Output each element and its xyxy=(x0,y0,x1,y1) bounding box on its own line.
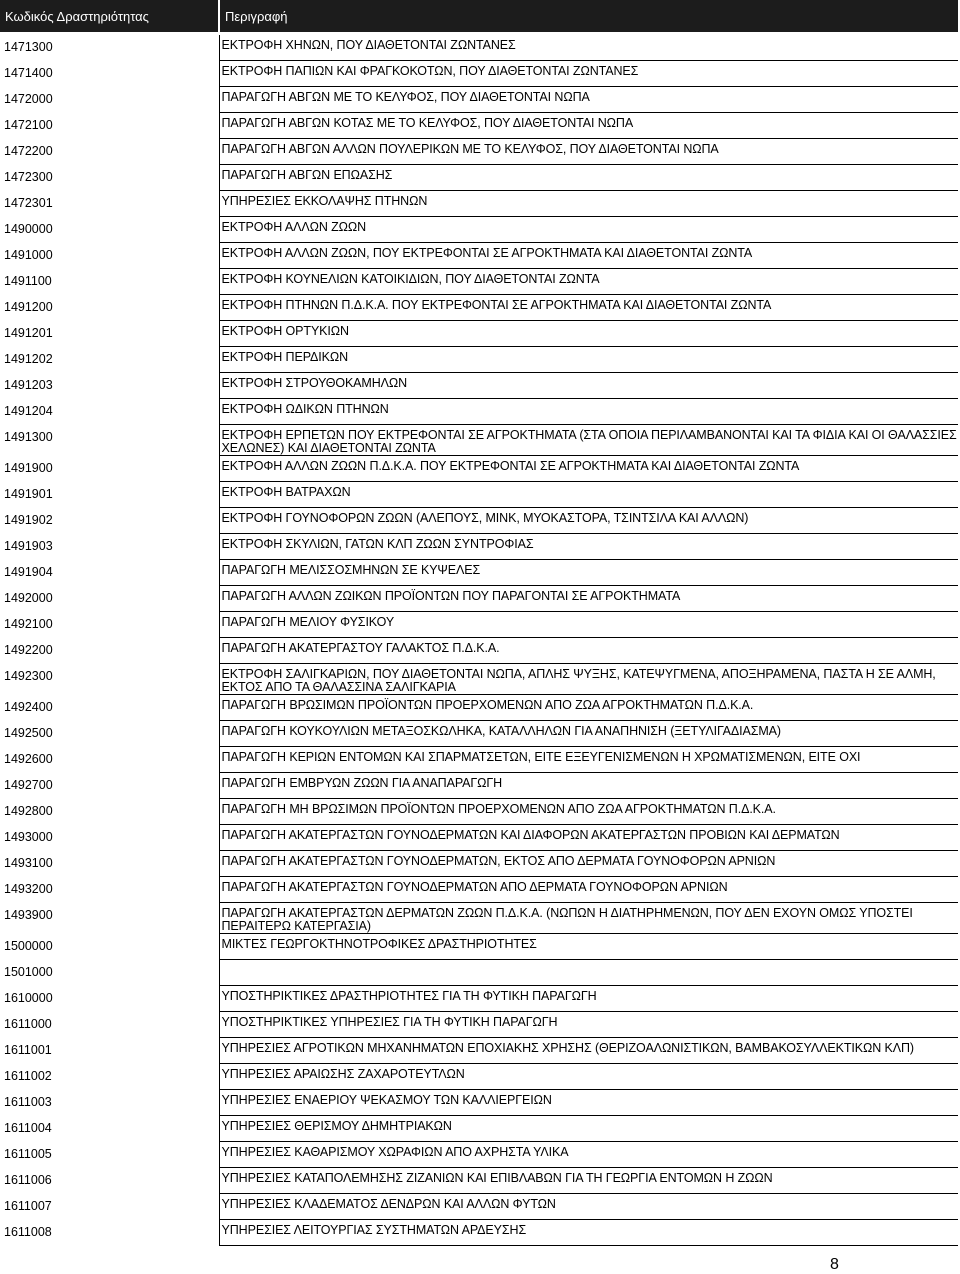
table-row xyxy=(0,1116,958,1142)
activity-description: ΠΑΡΑΓΩΓΗ ΑΚΑΤΕΡΓΑΣΤΩΝ ΓΟΥΝΟΔΕΡΜΑΤΩΝ, ΕΚΤΟΣ ΑΠΟ ΔΕΡΜΑΤΑ ΓΟΥΝΟΦΟΡΩΝ ΑΡΝΙΩΝ xyxy=(219,851,958,877)
activity-description: ΠΑΡΑΓΩΓΗ ΕΜΒΡΥΩΝ ΖΩΩΝ ΓΙΑ ΑΝΑΠΑΡΑΓΩΓΗ xyxy=(219,773,958,799)
table-row xyxy=(0,560,958,586)
activity-description: ΠΑΡΑΓΩΓΗ ΑΒΓΩΝ ΚΟΤΑΣ ΜΕ ΤΟ ΚΕΛΥΦΟΣ, ΠΟΥ ΔΙΑΘΕΤΟΝΤΑΙ ΝΩΠΑ xyxy=(219,113,958,139)
activity-description: ΕΚΤΡΟΦΗ ΚΟΥΝΕΛΙΩΝ ΚΑΤΟΙΚΙΔΙΩΝ, ΠΟΥ ΔΙΑΘΕΤΟΝΤΑΙ ΖΩΝΤΑ xyxy=(219,269,958,295)
activity-code: 1471400 xyxy=(0,61,219,87)
table-row xyxy=(0,347,958,373)
activity-description: ΠΑΡΑΓΩΓΗ ΚΕΡΙΩΝ ΕΝΤΟΜΩΝ ΚΑΙ ΣΠΑΡΜΑΤΣΕΤΩΝ, ΕΙΤΕ ΕΞΕΥΓΕΝΙΣΜΕΝΩΝ Η ΧΡΩΜΑΤΙΣΜΕΝΩΝ, ΕΙΤΕ ΟΧΙ xyxy=(219,747,958,773)
table-row xyxy=(0,586,958,612)
activity-description: ΥΠΗΡΕΣΙΕΣ ΚΛΑΔΕΜΑΤΟΣ ΔΕΝΔΡΩΝ ΚΑΙ ΑΛΛΩΝ ΦΥΤΩΝ xyxy=(219,1194,958,1220)
activity-code: 1611001 xyxy=(0,1038,219,1064)
activity-description: ΠΑΡΑΓΩΓΗ ΑΒΓΩΝ ΑΛΛΩΝ ΠΟΥΛΕΡΙΚΩΝ ΜΕ ΤΟ ΚΕΛΥΦΟΣ, ΠΟΥ ΔΙΑΘΕΤΟΝΤΑΙ ΝΩΠΑ xyxy=(219,139,958,165)
table-row xyxy=(0,638,958,664)
activity-code: 1610000 xyxy=(0,986,219,1012)
activity-description: ΕΚΤΡΟΦΗ ΕΡΠΕΤΩΝ ΠΟΥ ΕΚΤΡΕΦΟΝΤΑΙ ΣΕ ΑΓΡΟΚΤΗΜΑΤΑ (ΣΤΑ ΟΠΟΙΑ ΠΕΡΙΛΑΜΒΑΝΟΝΤΑΙ ΚΑΙ ΤΑ ΦΙΔΙΑ ΚΑΙ ΟΙ ΘΑΛΑΣΣΙΕΣ ΧΕΛΩΝΕΣ) ΚΑΙ ΔΙΑΘΕΤΟΝΤΑΙ ΖΩΝΤΑ xyxy=(219,425,958,456)
activity-code: 1472200 xyxy=(0,139,219,165)
activity-description: ΕΚΤΡΟΦΗ ΠΕΡΔΙΚΩΝ xyxy=(219,347,958,373)
table-row xyxy=(0,960,958,986)
table-row xyxy=(0,877,958,903)
activity-code: 1472000 xyxy=(0,87,219,113)
table-row xyxy=(0,321,958,347)
activity-code: 1611000 xyxy=(0,1012,219,1038)
table-row xyxy=(0,1064,958,1090)
table-row xyxy=(0,61,958,87)
activity-description: ΕΚΤΡΟΦΗ ΠΤΗΝΩΝ Π.Δ.Κ.Α. ΠΟΥ ΕΚΤΡΕΦΟΝΤΑΙ ΣΕ ΑΓΡΟΚΤΗΜΑΤΑ ΚΑΙ ΔΙΑΘΕΤΟΝΤΑΙ ΖΩΝΤΑ xyxy=(219,295,958,321)
activity-description: ΕΚΤΡΟΦΗ ΣΚΥΛΙΩΝ, ΓΑΤΩΝ ΚΛΠ ΖΩΩΝ ΣΥΝΤΡΟΦΙΑΣ xyxy=(219,534,958,560)
activity-description: ΕΚΤΡΟΦΗ ΩΔΙΚΩΝ ΠΤΗΝΩΝ xyxy=(219,399,958,425)
page-number: 8 xyxy=(830,1256,839,1273)
table-row xyxy=(0,269,958,295)
activity-description: ΠΑΡΑΓΩΓΗ ΜΗ ΒΡΩΣΙΜΩΝ ΠΡΟΪΟΝΤΩΝ ΠΡΟΕΡΧΟΜΕΝΩΝ ΑΠΟ ΖΩΑ ΑΓΡΟΚΤΗΜΑΤΩΝ Π.Δ.Κ.Α. xyxy=(219,799,958,825)
activity-description: ΕΚΤΡΟΦΗ ΑΛΛΩΝ ΖΩΩΝ Π.Δ.Κ.Α. ΠΟΥ ΕΚΤΡΕΦΟΝΤΑΙ ΣΕ ΑΓΡΟΚΤΗΜΑΤΑ ΚΑΙ ΔΙΑΘΕΤΟΝΤΑΙ ΖΩΝΤΑ xyxy=(219,456,958,482)
activity-description: ΥΠΗΡΕΣΙΕΣ ΕΝΑΕΡΙΟΥ ΨΕΚΑΣΜΟΥ ΤΩΝ ΚΑΛΛΙΕΡΓΕΙΩΝ xyxy=(219,1090,958,1116)
activity-description: ΕΚΤΡΟΦΗ ΒΑΤΡΑΧΩΝ xyxy=(219,482,958,508)
table-row xyxy=(0,425,958,456)
activity-description: ΕΚΤΡΟΦΗ ΠΑΠΙΩΝ ΚΑΙ ΦΡΑΓΚΟΚΟΤΩΝ, ΠΟΥ ΔΙΑΘΕΤΟΝΤΑΙ ΖΩΝΤΑΝΕΣ xyxy=(219,61,958,87)
activity-description: ΠΑΡΑΓΩΓΗ ΑΚΑΤΕΡΓΑΣΤΩΝ ΔΕΡΜΑΤΩΝ ΖΩΩΝ Π.Δ.Κ.Α. (ΝΩΠΩΝ Η ΔΙΑΤΗΡΗΜΕΝΩΝ, ΠΟΥ ΔΕΝ ΕΧΟΥΝ ΟΜΩΣ ΥΠΟΣΤΕΙ ΠΕΡΑΙΤΕΡΩ ΚΑΤΕΡΓΑΣΙΑ) xyxy=(219,903,958,934)
table-row xyxy=(0,1012,958,1038)
table-body xyxy=(0,32,958,1246)
activity-description: ΕΚΤΡΟΦΗ ΧΗΝΩΝ, ΠΟΥ ΔΙΑΘΕΤΟΝΤΑΙ ΖΩΝΤΑΝΕΣ xyxy=(219,35,958,61)
activity-code: 1611003 xyxy=(0,1090,219,1116)
table-row xyxy=(0,243,958,269)
activity-code: 1491202 xyxy=(0,347,219,373)
activity-description: ΥΠΗΡΕΣΙΕΣ ΘΕΡΙΣΜΟΥ ΔΗΜΗΤΡΙΑΚΩΝ xyxy=(219,1116,958,1142)
activity-code: 1492400 xyxy=(0,695,219,721)
table-row xyxy=(0,35,958,61)
table-row xyxy=(0,1038,958,1064)
activity-description: ΠΑΡΑΓΩΓΗ ΒΡΩΣΙΜΩΝ ΠΡΟΪΟΝΤΩΝ ΠΡΟΕΡΧΟΜΕΝΩΝ ΑΠΟ ΖΩΑ ΑΓΡΟΚΤΗΜΑΤΩΝ Π.Δ.Κ.Α. xyxy=(219,695,958,721)
activity-code: 1492500 xyxy=(0,721,219,747)
activity-code: 1611004 xyxy=(0,1116,219,1142)
activity-description: ΜΙΚΤΕΣ ΓΕΩΡΓΟΚΤΗΝΟΤΡΟΦΙΚΕΣ ΔΡΑΣΤΗΡΙΟΤΗΤΕΣ xyxy=(219,934,958,960)
table-row xyxy=(0,1168,958,1194)
activity-description: ΕΚΤΡΟΦΗ ΑΛΛΩΝ ΖΩΩΝ xyxy=(219,217,958,243)
activity-code: 1491903 xyxy=(0,534,219,560)
activity-code: 1491901 xyxy=(0,482,219,508)
table-row xyxy=(0,165,958,191)
table-row xyxy=(0,87,958,113)
activity-code: 1611008 xyxy=(0,1220,219,1246)
activity-code: 1492800 xyxy=(0,799,219,825)
activity-code: 1493000 xyxy=(0,825,219,851)
activity-description: ΠΑΡΑΓΩΓΗ ΑΚΑΤΕΡΓΑΣΤΩΝ ΓΟΥΝΟΔΕΡΜΑΤΩΝ ΚΑΙ ΔΙΑΦΟΡΩΝ ΑΚΑΤΕΡΓΑΣΤΩΝ ΠΡΟΒΙΩΝ ΚΑΙ ΔΕΡΜΑΤΩΝ xyxy=(219,825,958,851)
activity-description: ΠΑΡΑΓΩΓΗ ΑΒΓΩΝ ΕΠΩΑΣΗΣ xyxy=(219,165,958,191)
activity-description: ΕΚΤΡΟΦΗ ΟΡΤΥΚΙΩΝ xyxy=(219,321,958,347)
activity-code: 1492600 xyxy=(0,747,219,773)
activity-code: 1492100 xyxy=(0,612,219,638)
activity-code: 1491204 xyxy=(0,399,219,425)
table-row xyxy=(0,825,958,851)
activity-description: ΕΚΤΡΟΦΗ ΣΤΡΟΥΘΟΚΑΜΗΛΩΝ xyxy=(219,373,958,399)
table-row xyxy=(0,399,958,425)
table-row xyxy=(0,695,958,721)
header-code: Κωδικός Δραστηριότητας xyxy=(0,0,219,32)
activity-code: 1611006 xyxy=(0,1168,219,1194)
table-row xyxy=(0,934,958,960)
activity-description: ΠΑΡΑΓΩΓΗ ΑΛΛΩΝ ΖΩΙΚΩΝ ΠΡΟΪΟΝΤΩΝ ΠΟΥ ΠΑΡΑΓΟΝΤΑΙ ΣΕ ΑΓΡΟΚΤΗΜΑΤΑ xyxy=(219,586,958,612)
table-row xyxy=(0,295,958,321)
activity-code: 1491000 xyxy=(0,243,219,269)
activity-code: 1491904 xyxy=(0,560,219,586)
activity-code: 1472100 xyxy=(0,113,219,139)
activity-description: ΕΚΤΡΟΦΗ ΣΑΛΙΓΚΑΡΙΩΝ, ΠΟΥ ΔΙΑΘΕΤΟΝΤΑΙ ΝΩΠΑ, ΑΠΛΗΣ ΨΥΞΗΣ, ΚΑΤΕΨΥΓΜΕΝΑ, ΑΠΟΞΗΡΑΜΕΝΑ, ΠΑΣΤΑ Η ΣΕ ΑΛΜΗ, ΕΚΤΟΣ ΑΠΟ ΤΑ ΘΑΛΑΣΣΙΝΑ ΣΑΛΙΓΚΑΡΙΑ xyxy=(219,664,958,695)
table-row xyxy=(0,1090,958,1116)
activity-description: ΥΠΗΡΕΣΙΕΣ ΑΡΑΙΩΣΗΣ ΖΑΧΑΡΟΤΕΥΤΛΩΝ xyxy=(219,1064,958,1090)
activity-description: ΠΑΡΑΓΩΓΗ ΑΒΓΩΝ ΜΕ ΤΟ ΚΕΛΥΦΟΣ, ΠΟΥ ΔΙΑΘΕΤΟΝΤΑΙ ΝΩΠΑ xyxy=(219,87,958,113)
activity-description xyxy=(219,960,958,986)
table-row xyxy=(0,773,958,799)
activity-code: 1491900 xyxy=(0,456,219,482)
activity-description: ΠΑΡΑΓΩΓΗ ΜΕΛΙΣΣΟΣΜΗΝΩΝ ΣΕ ΚΥΨΕΛΕΣ xyxy=(219,560,958,586)
activity-code: 1471300 xyxy=(0,35,219,61)
table-row xyxy=(0,456,958,482)
table-row xyxy=(0,721,958,747)
activity-description: ΥΠΟΣΤΗΡΙΚΤΙΚΕΣ ΥΠΗΡΕΣΙΕΣ ΓΙΑ ΤΗ ΦΥΤΙΚΗ ΠΑΡΑΓΩΓΗ xyxy=(219,1012,958,1038)
table-row xyxy=(0,851,958,877)
activity-code: 1492200 xyxy=(0,638,219,664)
activity-description: ΥΠΗΡΕΣΙΕΣ ΚΑΘΑΡΙΣΜΟΥ ΧΩΡΑΦΙΩΝ ΑΠΟ ΑΧΡΗΣΤΑ ΥΛΙΚΑ xyxy=(219,1142,958,1168)
table-row xyxy=(0,191,958,217)
activity-description: ΥΠΗΡΕΣΙΕΣ ΑΓΡΟΤΙΚΩΝ ΜΗΧΑΝΗΜΑΤΩΝ ΕΠΟΧΙΑΚΗΣ ΧΡΗΣΗΣ (ΘΕΡΙΖΟΑΛΩΝΙΣΤΙΚΩΝ, ΒΑΜΒΑΚΟΣΥΛΛΕΚΤΙΚΩΝ ΚΛΠ) xyxy=(219,1038,958,1064)
activity-code: 1500000 xyxy=(0,934,219,960)
activity-code: 1490000 xyxy=(0,217,219,243)
header-description: Περιγραφή xyxy=(219,0,958,32)
table-row xyxy=(0,508,958,534)
activity-description: ΥΠΗΡΕΣΙΕΣ ΚΑΤΑΠΟΛΕΜΗΣΗΣ ΖΙΖΑΝΙΩΝ ΚΑΙ ΕΠΙΒΛΑΒΩΝ ΓΙΑ ΤΗ ΓΕΩΡΓΙΑ ΕΝΤΟΜΩΝ Η ΖΩΩΝ xyxy=(219,1168,958,1194)
table-row xyxy=(0,799,958,825)
activity-code: 1611002 xyxy=(0,1064,219,1090)
table-header-row xyxy=(0,0,958,32)
activity-description: ΥΠΗΡΕΣΙΕΣ ΛΕΙΤΟΥΡΓΙΑΣ ΣΥΣΤΗΜΑΤΩΝ ΑΡΔΕΥΣΗΣ xyxy=(219,1220,958,1246)
activity-code: 1493200 xyxy=(0,877,219,903)
table-row xyxy=(0,1142,958,1168)
table-row xyxy=(0,217,958,243)
activity-description: ΥΠΗΡΕΣΙΕΣ ΕΚΚΟΛΑΨΗΣ ΠΤΗΝΩΝ xyxy=(219,191,958,217)
activity-code: 1493100 xyxy=(0,851,219,877)
activity-description: ΥΠΟΣΤΗΡΙΚΤΙΚΕΣ ΔΡΑΣΤΗΡΙΟΤΗΤΕΣ ΓΙΑ ΤΗ ΦΥΤΙΚΗ ΠΑΡΑΓΩΓΗ xyxy=(219,986,958,1012)
activity-description: ΕΚΤΡΟΦΗ ΑΛΛΩΝ ΖΩΩΝ, ΠΟΥ ΕΚΤΡΕΦΟΝΤΑΙ ΣΕ ΑΓΡΟΚΤΗΜΑΤΑ ΚΑΙ ΔΙΑΘΕΤΟΝΤΑΙ ΖΩΝΤΑ xyxy=(219,243,958,269)
table-row xyxy=(0,373,958,399)
table-row xyxy=(0,747,958,773)
table-row xyxy=(0,664,958,695)
activity-description: ΠΑΡΑΓΩΓΗ ΑΚΑΤΕΡΓΑΣΤΩΝ ΓΟΥΝΟΔΕΡΜΑΤΩΝ ΑΠΟ ΔΕΡΜΑΤΑ ΓΟΥΝΟΦΟΡΩΝ ΑΡΝΙΩΝ xyxy=(219,877,958,903)
table-row xyxy=(0,482,958,508)
activity-code: 1491300 xyxy=(0,425,219,456)
activity-code: 1472301 xyxy=(0,191,219,217)
activity-code: 1472300 xyxy=(0,165,219,191)
activity-code: 1491100 xyxy=(0,269,219,295)
activity-description: ΕΚΤΡΟΦΗ ΓΟΥΝΟΦΟΡΩΝ ΖΩΩΝ (ΑΛΕΠΟΥΣ, ΜΙΝΚ, ΜΥΟΚΑΣΤΟΡΑ, ΤΣΙΝΤΣΙΛΑ ΚΑΙ ΑΛΛΩΝ) xyxy=(219,508,958,534)
table-row xyxy=(0,1220,958,1246)
activity-code: 1491200 xyxy=(0,295,219,321)
activity-code: 1491902 xyxy=(0,508,219,534)
table-row xyxy=(0,986,958,1012)
activity-code: 1492700 xyxy=(0,773,219,799)
table-row xyxy=(0,139,958,165)
activity-description: ΠΑΡΑΓΩΓΗ ΚΟΥΚΟΥΛΙΩΝ ΜΕΤΑΞΟΣΚΩΛΗΚΑ, ΚΑΤΑΛΛΗΛΩΝ ΓΙΑ ΑΝΑΠΗΝΙΣΗ (ΞΕΤΥΛΙΓΑΔΙΑΣΜΑ) xyxy=(219,721,958,747)
table-row xyxy=(0,1194,958,1220)
activity-code: 1491203 xyxy=(0,373,219,399)
activity-code: 1611005 xyxy=(0,1142,219,1168)
table-row xyxy=(0,113,958,139)
activity-code: 1491201 xyxy=(0,321,219,347)
activity-code: 1501000 xyxy=(0,960,219,986)
activity-code: 1611007 xyxy=(0,1194,219,1220)
activity-description: ΠΑΡΑΓΩΓΗ ΜΕΛΙΟΥ ΦΥΣΙΚΟΥ xyxy=(219,612,958,638)
activity-code: 1492000 xyxy=(0,586,219,612)
table-row xyxy=(0,534,958,560)
activity-code: 1492300 xyxy=(0,664,219,695)
activity-description: ΠΑΡΑΓΩΓΗ ΑΚΑΤΕΡΓΑΣΤΟΥ ΓΑΛΑΚΤΟΣ Π.Δ.Κ.Α. xyxy=(219,638,958,664)
table-row xyxy=(0,903,958,934)
activity-code: 1493900 xyxy=(0,903,219,934)
table-row xyxy=(0,612,958,638)
